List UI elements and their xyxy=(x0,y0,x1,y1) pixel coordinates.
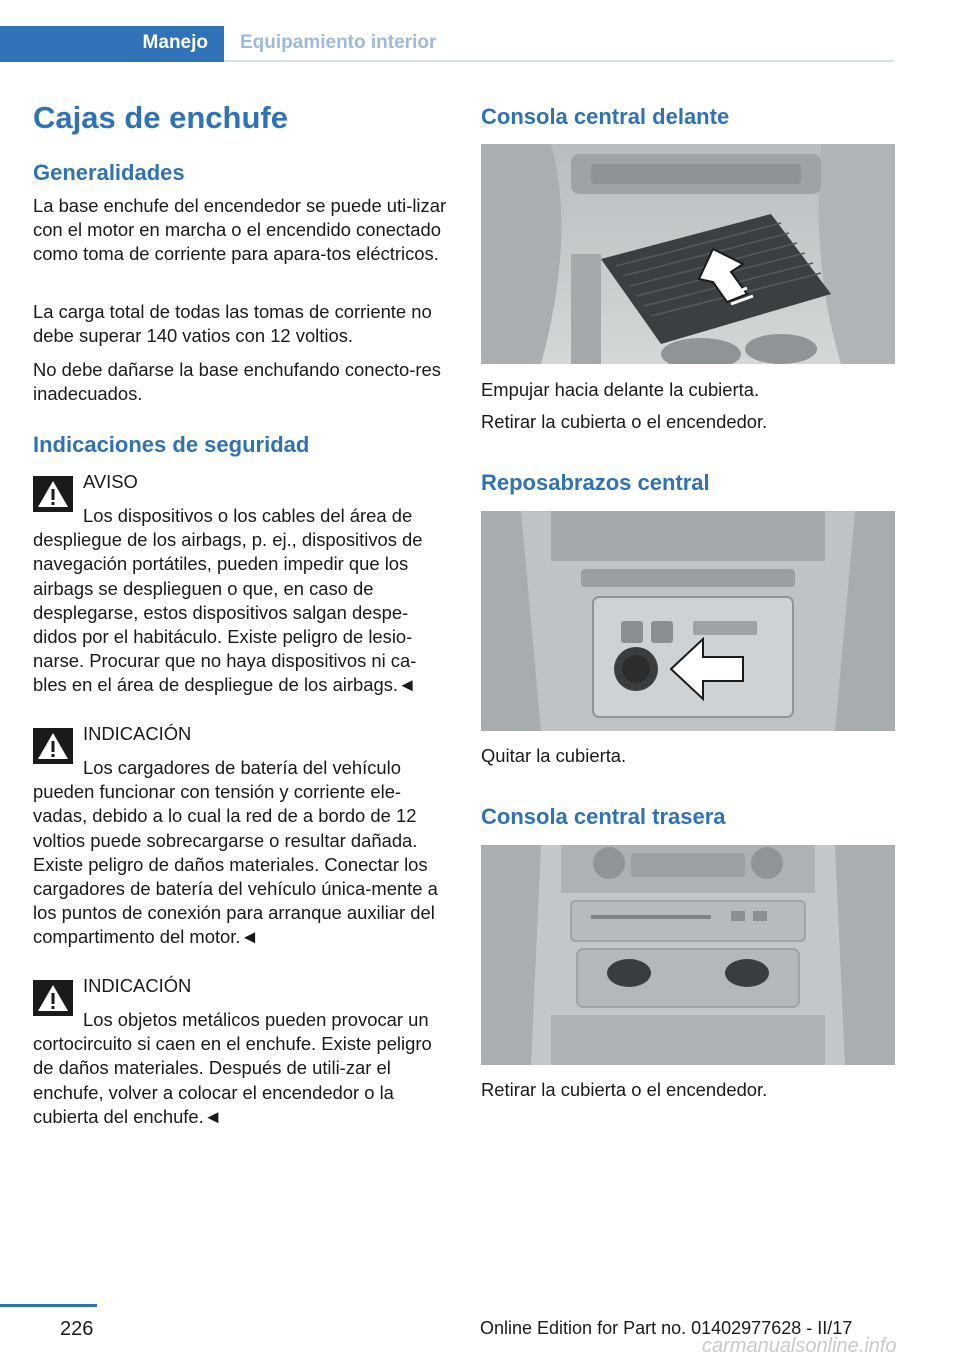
paragraph-consola-trasera-1: Retirar la cubierta o el encendedor. xyxy=(481,1079,768,1100)
heading-consola-trasera: Consola central trasera xyxy=(481,804,726,829)
image-front-console xyxy=(481,144,895,364)
warning-label-aviso: AVISO xyxy=(83,471,138,492)
image-armrest xyxy=(481,511,895,731)
tab-manejo-label: Manejo xyxy=(142,32,208,53)
heading-reposabrazos: Reposabrazos central xyxy=(481,470,710,495)
header-divider xyxy=(224,60,894,62)
watermark: carmanualsonline.info xyxy=(702,1335,897,1357)
edition-info: Online Edition for Part no. 01402977628 - II/17 xyxy=(480,1318,853,1338)
heading-generalidades: Generalidades xyxy=(33,160,185,185)
warning-text-1: Los dispositivos o los cables del área de despliegue de los airbags, p. ej., dispositivos de navegación portátiles, pueden impedir que los airbags se desplieguen o que, en caso de desplegarse, estos dispositivos salgan despe‐didos por el habitáculo. Existe peligro de lesio‐narse. Procurar que no haya dispositivos ni ca‐bles en el área de despliegue de los airbags.◄ xyxy=(33,505,423,696)
paragraph-generalidades-2: La carga total de todas las tomas de corriente no debe superar 140 vatios con 12 voltios. xyxy=(33,301,432,347)
paragraph-generalidades-1: La base enchufe del encendedor se puede uti‐lizar con el motor en marcha o el encendido conectado como toma de corriente para apara‐tos eléctricos. xyxy=(33,195,447,265)
image-rear-console xyxy=(481,845,895,1065)
page-header xyxy=(0,0,960,62)
page-title: Cajas de enchufe xyxy=(33,100,288,135)
paragraph-reposabrazos-1: Quitar la cubierta. xyxy=(481,745,627,766)
warning-label-indicacion-1: INDICACIÓN xyxy=(83,723,192,744)
footer-accent-line xyxy=(0,1304,97,1307)
warning-text-3: Los objetos metálicos pueden provocar un cortocircuito si caen en el enchufe. Existe peligro de daños materiales. Después de utili‐zar el enchufe, volver a colocar el encendedor o la cubierta del enchufe.◄ xyxy=(33,1009,432,1127)
paragraph-consola-delante-1: Empujar hacia delante la cubierta. xyxy=(481,379,760,400)
paragraph-generalidades-3: No debe dañarse la base enchufando conecto‐res inadecuados. xyxy=(33,359,441,405)
heading-seguridad: Indicaciones de seguridad xyxy=(33,432,310,457)
warning-label-indicacion-2: INDICACIÓN xyxy=(83,975,192,996)
paragraph-consola-delante-2: Retirar la cubierta o el encendedor. xyxy=(481,411,768,432)
warning-text-2: Los cargadores de batería del vehículo pueden funcionar con tensión y corriente ele‐vadas, debido a lo cual la red de a bordo de 12 voltios puede sobrecargarse o resultar dañada. Existe peligro de daños materiales. Conectar los cargadores de batería del vehículo única‐mente a los puntos de conexión para arranque auxiliar del compartimento del motor.◄ xyxy=(33,757,438,948)
heading-consola-delante: Consola central delante xyxy=(481,104,730,129)
page-number: 226 xyxy=(60,1318,94,1340)
tab-manejo[interactable] xyxy=(0,26,224,62)
tab-equipamiento-interior[interactable]: Equipamiento interior xyxy=(240,32,437,53)
